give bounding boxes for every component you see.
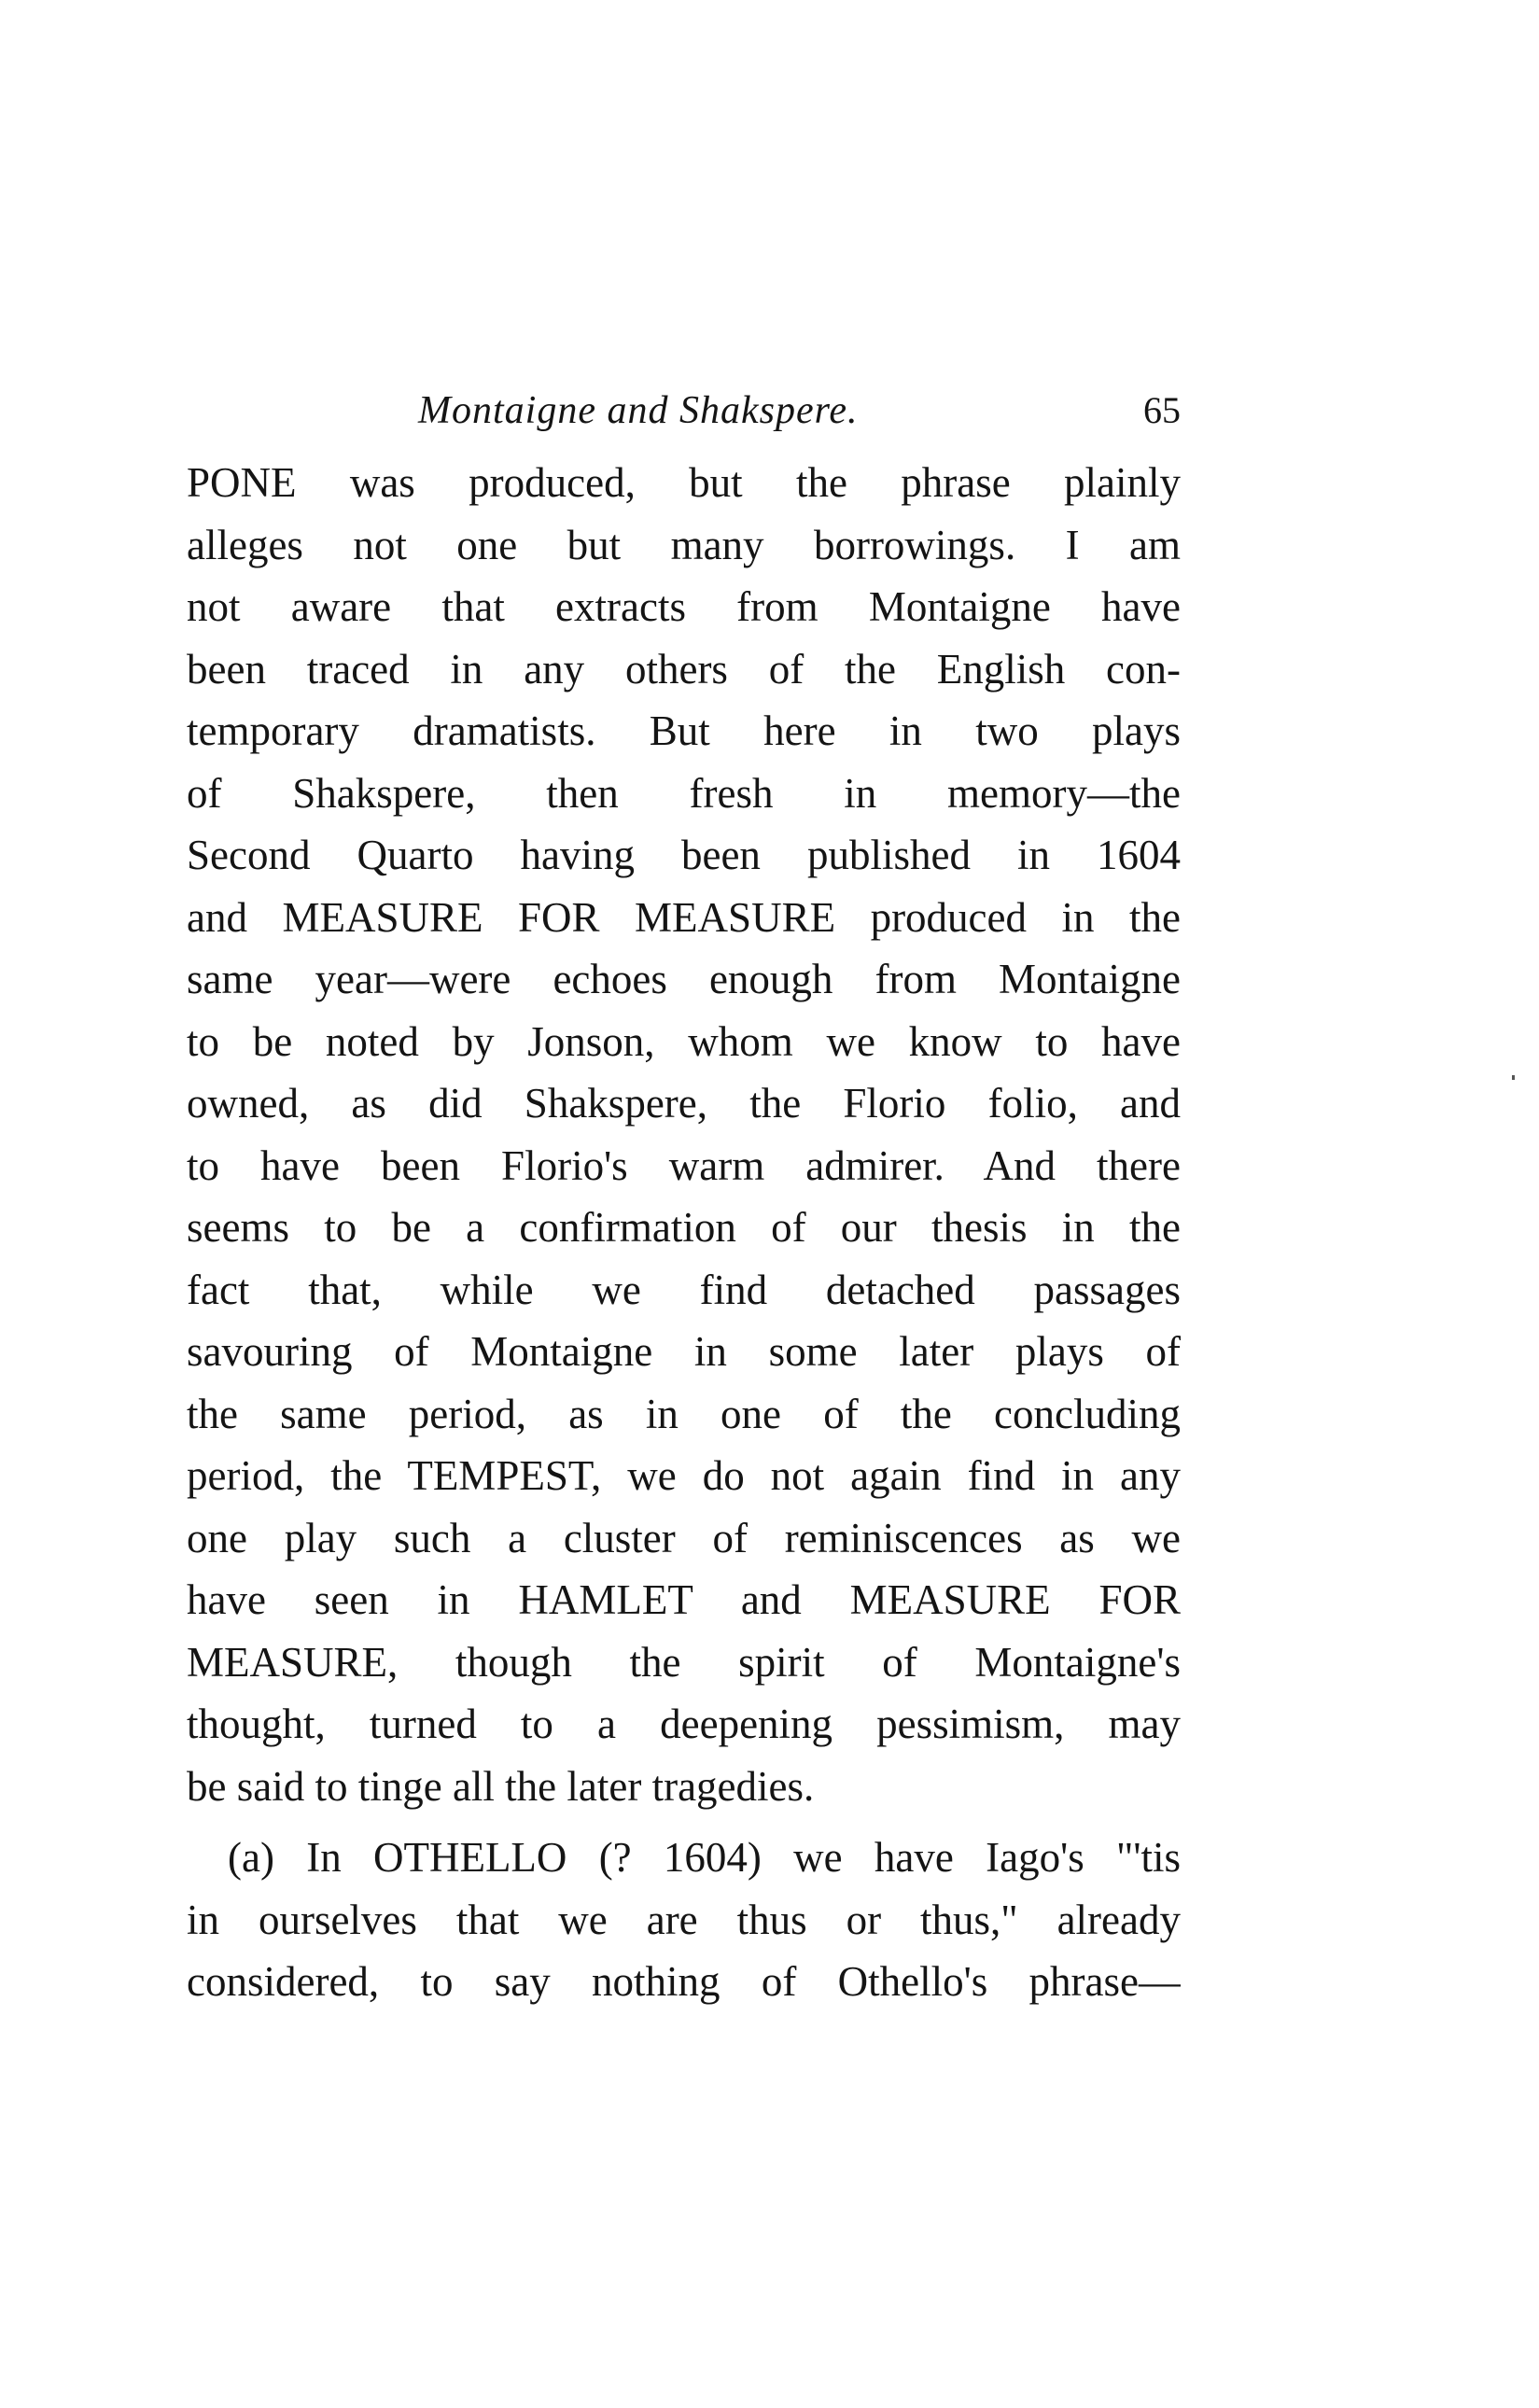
text-line: fact that, while we find detached passages: [187, 1266, 1181, 1313]
text-line: savouring of Montaigne in some later plays of: [187, 1328, 1181, 1375]
text-line: temporary dramatists. But here in two plays: [187, 707, 1181, 754]
text-line: seems to be a confirmation of our thesis in the: [187, 1204, 1181, 1251]
text-line: owned, as did Shakspere, the Florio folio, and: [187, 1080, 1181, 1127]
page-number: 65: [1143, 389, 1181, 431]
page-header: [187, 383, 1181, 439]
text-line: alleges not one but many borrowings. I am: [187, 521, 1181, 568]
text-line: one play such a cluster of reminiscences as we: [187, 1514, 1181, 1561]
body-text: [187, 452, 1181, 2013]
text-line: of Shakspere, then fresh in memory—the: [187, 769, 1181, 817]
running-title: Montaigne and Shakspere.: [418, 389, 859, 432]
text-line: MEASURE, though the spirit of Montaigne's: [187, 1638, 1181, 1686]
text-line: been traced in any others of the English con-: [187, 645, 1181, 693]
text-line: same year—were echoes enough from Montaigne: [187, 956, 1181, 1002]
text-line: not aware that extracts from Montaigne have: [187, 583, 1181, 630]
text-line: to have been Florio's warm admirer. And there: [187, 1141, 1181, 1189]
text-line: (a) In OTHELLO (? 1604) we have Iago's "'tis: [228, 1834, 1181, 1881]
text-line: be said to tinge all the later tragedies.: [187, 1762, 815, 1810]
text-line: considered, to say nothing of Othello's phrase—: [187, 1958, 1181, 2005]
text-line: in ourselves that we are thus or thus," already: [187, 1896, 1181, 1943]
margin-mark: [1512, 1075, 1515, 1080]
text-line: period, the TEMPEST, we do not again find in any: [187, 1452, 1181, 1499]
text-line: PONE was produced, but the phrase plainly: [187, 459, 1181, 506]
text-line: thought, turned to a deepening pessimism, may: [187, 1701, 1181, 1747]
text-line: and MEASURE FOR MEASURE produced in the: [187, 893, 1181, 941]
text-line: the same period, as in one of the concluding: [187, 1390, 1181, 1437]
text-line: to be noted by Jonson, whom we know to have: [187, 1017, 1181, 1065]
text-line: have seen in HAMLET and MEASURE FOR: [187, 1576, 1181, 1623]
book-page: [187, 383, 1181, 2013]
text-line: Second Quarto having been published in 1604: [187, 832, 1181, 878]
